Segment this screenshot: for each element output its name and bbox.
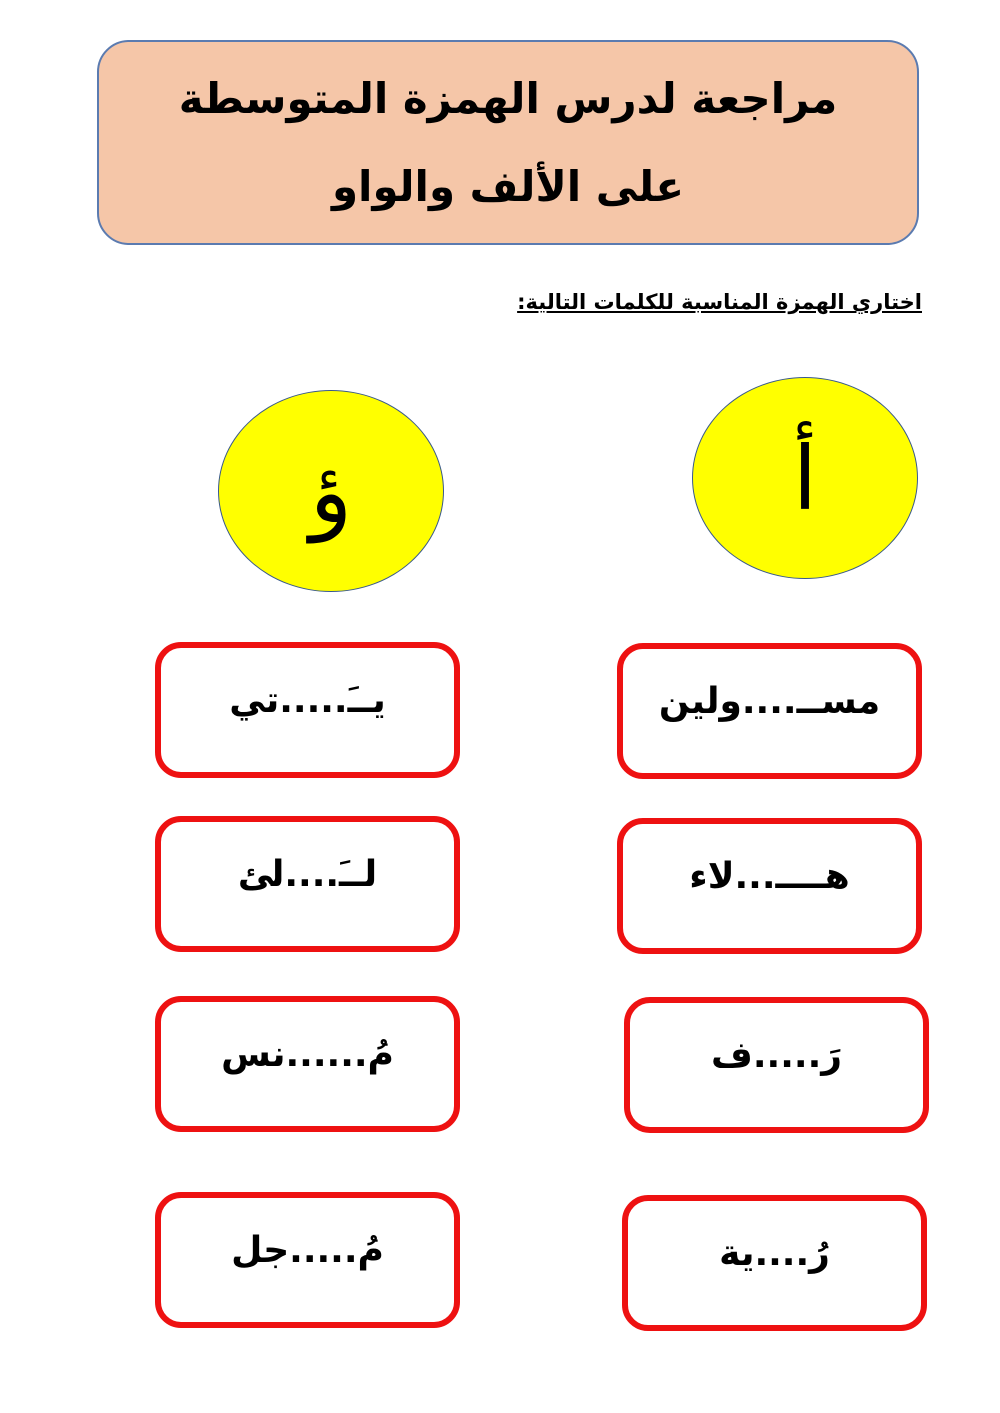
title-box xyxy=(97,40,919,245)
category-circle-alif[interactable]: أ xyxy=(692,377,918,579)
word-card[interactable]: رُ....ية xyxy=(622,1195,927,1331)
word-card[interactable]: مســ....ولين xyxy=(617,643,922,779)
title-line-1: مراجعة لدرس الهمزة المتوسطة xyxy=(178,73,838,123)
word-card[interactable]: مُ.....جل xyxy=(155,1192,460,1328)
word-card[interactable]: هــــ...لاء xyxy=(617,818,922,954)
word-card[interactable]: يــَ.....تي xyxy=(155,642,460,778)
word-card[interactable]: مُ......نس xyxy=(155,996,460,1132)
instruction: اختاري الهمزة المناسبة للكلمات التالية: xyxy=(517,290,922,314)
category-circle-waw[interactable]: ؤ xyxy=(218,390,444,592)
word-card[interactable]: رَ.....ف xyxy=(624,997,929,1133)
title-line-2: على الألف والواو xyxy=(331,161,685,211)
word-card[interactable]: لــَ....لئ xyxy=(155,816,460,952)
